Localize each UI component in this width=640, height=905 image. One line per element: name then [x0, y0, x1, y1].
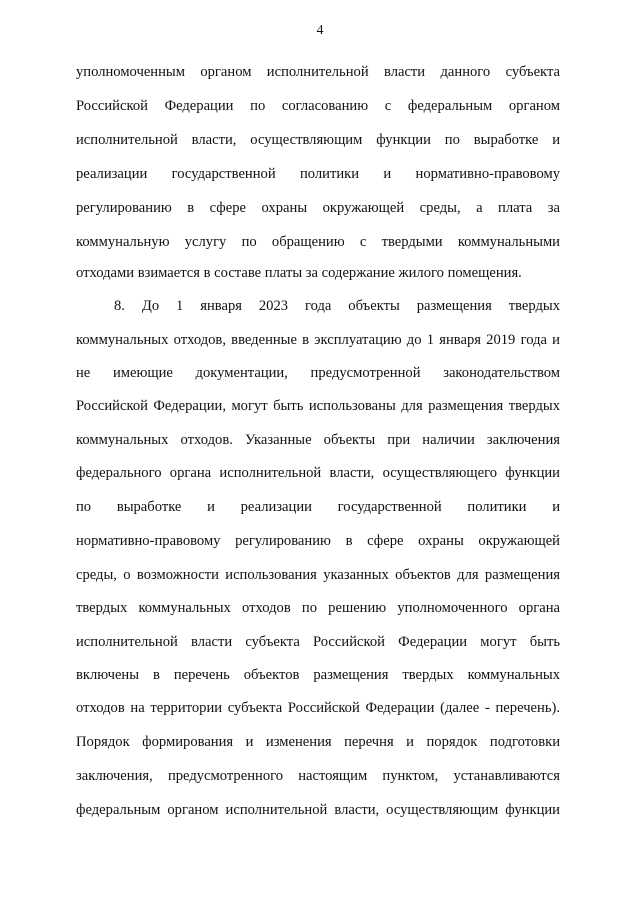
text-line: коммунальных отходов. Указанные объекты при наличии заключения [76, 432, 560, 448]
text-line: Российской Федерации, могут быть использованы для размещения твердых [76, 398, 560, 414]
text-line: коммунальную услугу по обращению с твердыми коммунальными [76, 234, 560, 250]
text-line: по выработке и реализации государственной политики и [76, 499, 560, 515]
text-line: регулированию в сфере охраны окружающей среды, а плата за [76, 200, 560, 216]
text-line: среды, о возможности использования указанных объектов для размещения [76, 567, 560, 583]
text-line: отходов на территории субъекта Российской Федерации (далее - перечень). [76, 700, 560, 716]
text-line: коммунальных отходов, введенные в эксплуатацию до 1 января 2019 года и [76, 332, 560, 348]
text-line: включены в перечень объектов размещения твердых коммунальных [76, 667, 560, 683]
text-line: не имеющие документации, предусмотренной законодательством [76, 365, 560, 381]
text-line: исполнительной власти субъекта Российской Федерации могут быть [76, 634, 560, 650]
text-line: реализации государственной политики и нормативно-правовому [76, 166, 560, 182]
text-line: уполномоченным органом исполнительной власти данного субъекта [76, 64, 560, 80]
text-line: Российской Федерации по согласованию с федеральным органом [76, 98, 560, 114]
text-line: 8. До 1 января 2023 года объекты размещения твердых [114, 298, 560, 314]
text-line: Порядок формирования и изменения перечня и порядок подготовки [76, 734, 560, 750]
page-number: 4 [316, 23, 324, 38]
text-line: заключения, предусмотренного настоящим пунктом, устанавливаются [76, 768, 560, 784]
text-line: нормативно-правовому регулированию в сфере охраны окружающей [76, 533, 560, 549]
text-line: федеральным органом исполнительной власти, осуществляющим функции [76, 802, 560, 818]
text-line: отходами взимается в составе платы за содержание жилого помещения. [76, 265, 522, 281]
text-line: твердых коммунальных отходов по решению уполномоченного органа [76, 600, 560, 616]
text-line: исполнительной власти, осуществляющим функции по выработке и [76, 132, 560, 148]
text-line: федерального органа исполнительной власти, осуществляющего функции [76, 465, 560, 481]
